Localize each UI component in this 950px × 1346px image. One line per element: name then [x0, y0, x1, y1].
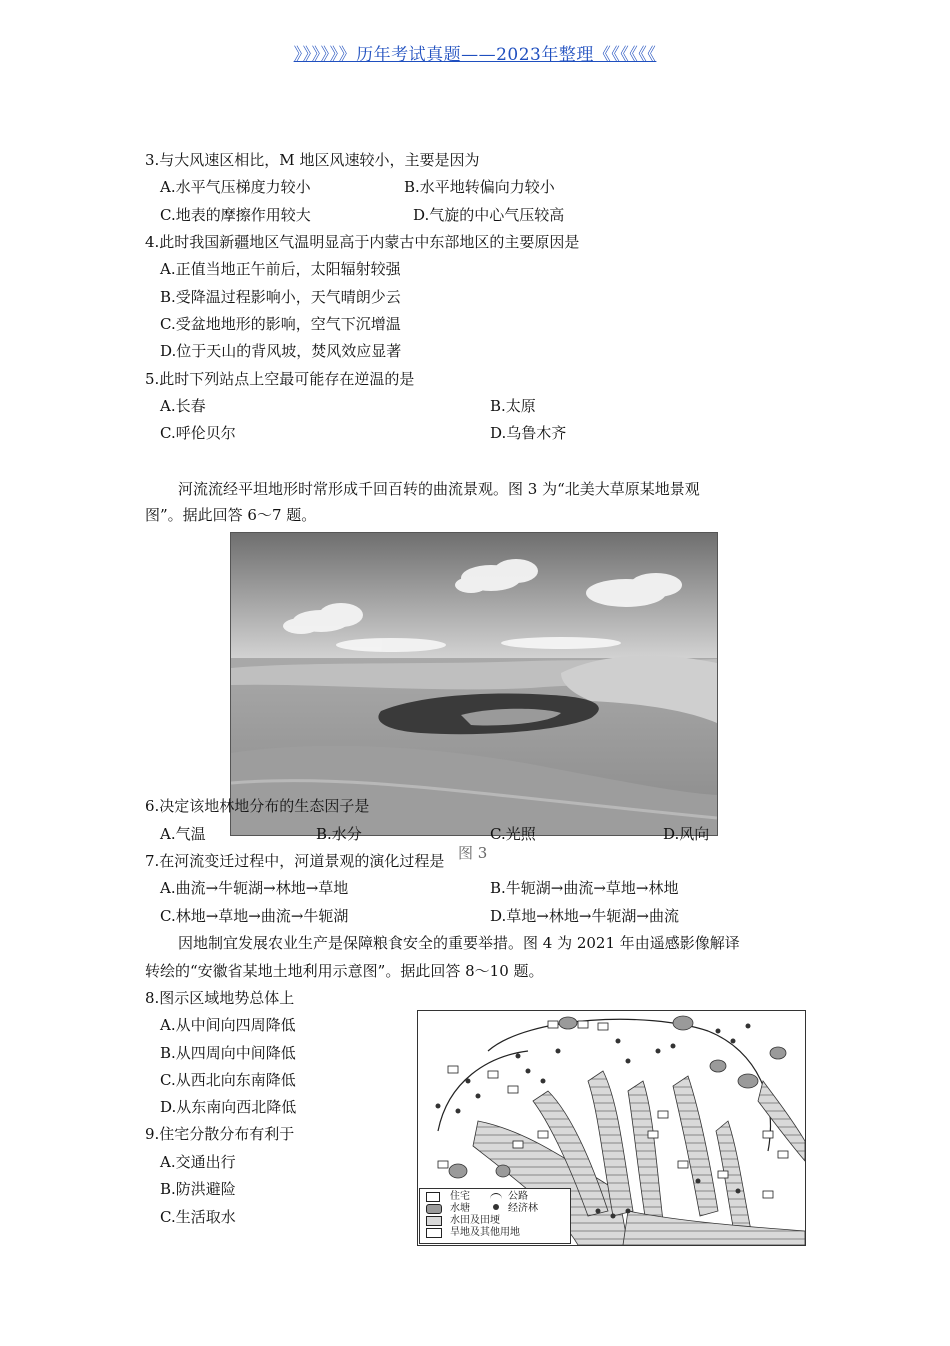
question-4-option-a: A.正值当地正午前后，太阳辐射较强 [160, 260, 401, 278]
intro-8-10-line-2: 转绘的“安徽省某地土地利用示意图”。据此回答 8～10 题。 [145, 962, 544, 980]
question-3-option-d: D.气旋的中心气压较高 [413, 206, 565, 224]
intro-6-7-line-1: 河流流经平坦地形时常形成千回百转的曲流景观。图 3 为“北美大草原某地景观 [178, 480, 700, 498]
road-icon [490, 1193, 502, 1200]
question-9-stem: 9.住宅分散分布有利于 [145, 1125, 295, 1143]
question-5-option-b: B.太原 [490, 397, 536, 415]
question-9-option-a: A.交通出行 [160, 1153, 236, 1171]
question-5-option-a: A.长春 [160, 397, 206, 415]
question-6-option-d: D.风向 [663, 825, 710, 843]
pond-icon [426, 1204, 442, 1214]
question-7-option-c: C.林地→草地→曲流→牛轭湖 [160, 907, 349, 925]
legend-road-label: 公路 [508, 1191, 528, 1202]
landscape-illustration [231, 533, 717, 835]
question-5-stem: 5.此时下列站点上空最可能存在逆温的是 [145, 370, 415, 388]
question-3-option-c: C.地表的摩擦作用较大 [160, 206, 311, 224]
question-8-option-c: C.从西北向东南降低 [160, 1071, 296, 1089]
question-4-stem: 4.此时我国新疆地区气温明显高于内蒙古中东部地区的主要原因是 [145, 233, 580, 251]
question-8-option-a: A.从中间向四周降低 [160, 1016, 296, 1034]
question-8-option-d: D.从东南向西北降低 [160, 1098, 297, 1116]
house-icon [426, 1192, 440, 1202]
question-7-option-a: A.曲流→牛轭湖→林地→草地 [160, 879, 349, 897]
question-6-option-c: C.光照 [490, 825, 536, 843]
legend-paddy-label: 水田及田埂 [450, 1215, 500, 1226]
intro-8-10-line-1: 因地制宜发展农业生产是保障粮食安全的重要举措。图 4 为 2021 年由遥感影像解译 [178, 934, 740, 952]
legend-pond-label: 水塘 [450, 1203, 470, 1214]
question-3-stem: 3.与大风速区相比，M 地区风速较小，主要是因为 [145, 151, 480, 169]
page-header-link[interactable]: 》》》》》》历年考试真题——2023年整理《《《《《《 [293, 45, 657, 65]
map-legend [419, 1188, 571, 1244]
question-6-stem: 6.决定该地林地分布的生态因子是 [145, 797, 370, 815]
question-7-option-d: D.草地→林地→牛轭湖→曲流 [490, 907, 679, 925]
question-4-option-d: D.位于天山的背风坡，焚风效应显著 [160, 342, 402, 360]
legend-house-label: 住宅 [450, 1191, 470, 1202]
question-9-option-c: C.生活取水 [160, 1208, 236, 1226]
dry-land-icon [426, 1228, 442, 1238]
figure-3-landscape-photo [230, 532, 718, 836]
question-3-option-a: A.水平气压梯度力较小 [160, 178, 311, 196]
question-5-option-d: D.乌鲁木齐 [490, 424, 567, 442]
question-6-option-a: A.气温 [160, 825, 206, 843]
intro-6-7-line-2: 图”。据此回答 6～7 题。 [145, 506, 317, 524]
paddy-icon [426, 1216, 442, 1226]
question-6-option-b: B.水分 [316, 825, 362, 843]
question-9-option-b: B.防洪避险 [160, 1180, 236, 1198]
question-4-option-b: B.受降温过程影响小，天气晴朗少云 [160, 288, 401, 306]
question-5-option-c: C.呼伦贝尔 [160, 424, 236, 442]
question-7-option-b: B.牛轭湖→曲流→草地→林地 [490, 879, 679, 897]
question-8-option-b: B.从四周向中间降低 [160, 1044, 296, 1062]
question-4-option-c: C.受盆地地形的影响，空气下沉增温 [160, 315, 401, 333]
tree-icon [493, 1204, 499, 1210]
legend-dry-land-label: 旱地及其他用地 [450, 1227, 520, 1238]
question-3-option-b: B.水平地转偏向力较小 [404, 178, 555, 196]
question-7-stem: 7.在河流变迁过程中，河道景观的演化过程是 [145, 852, 445, 870]
legend-forest-label: 经济林 [508, 1203, 538, 1214]
figure-3-caption: 图 3 [458, 844, 488, 862]
question-8-stem: 8.图示区域地势总体上 [145, 989, 295, 1007]
